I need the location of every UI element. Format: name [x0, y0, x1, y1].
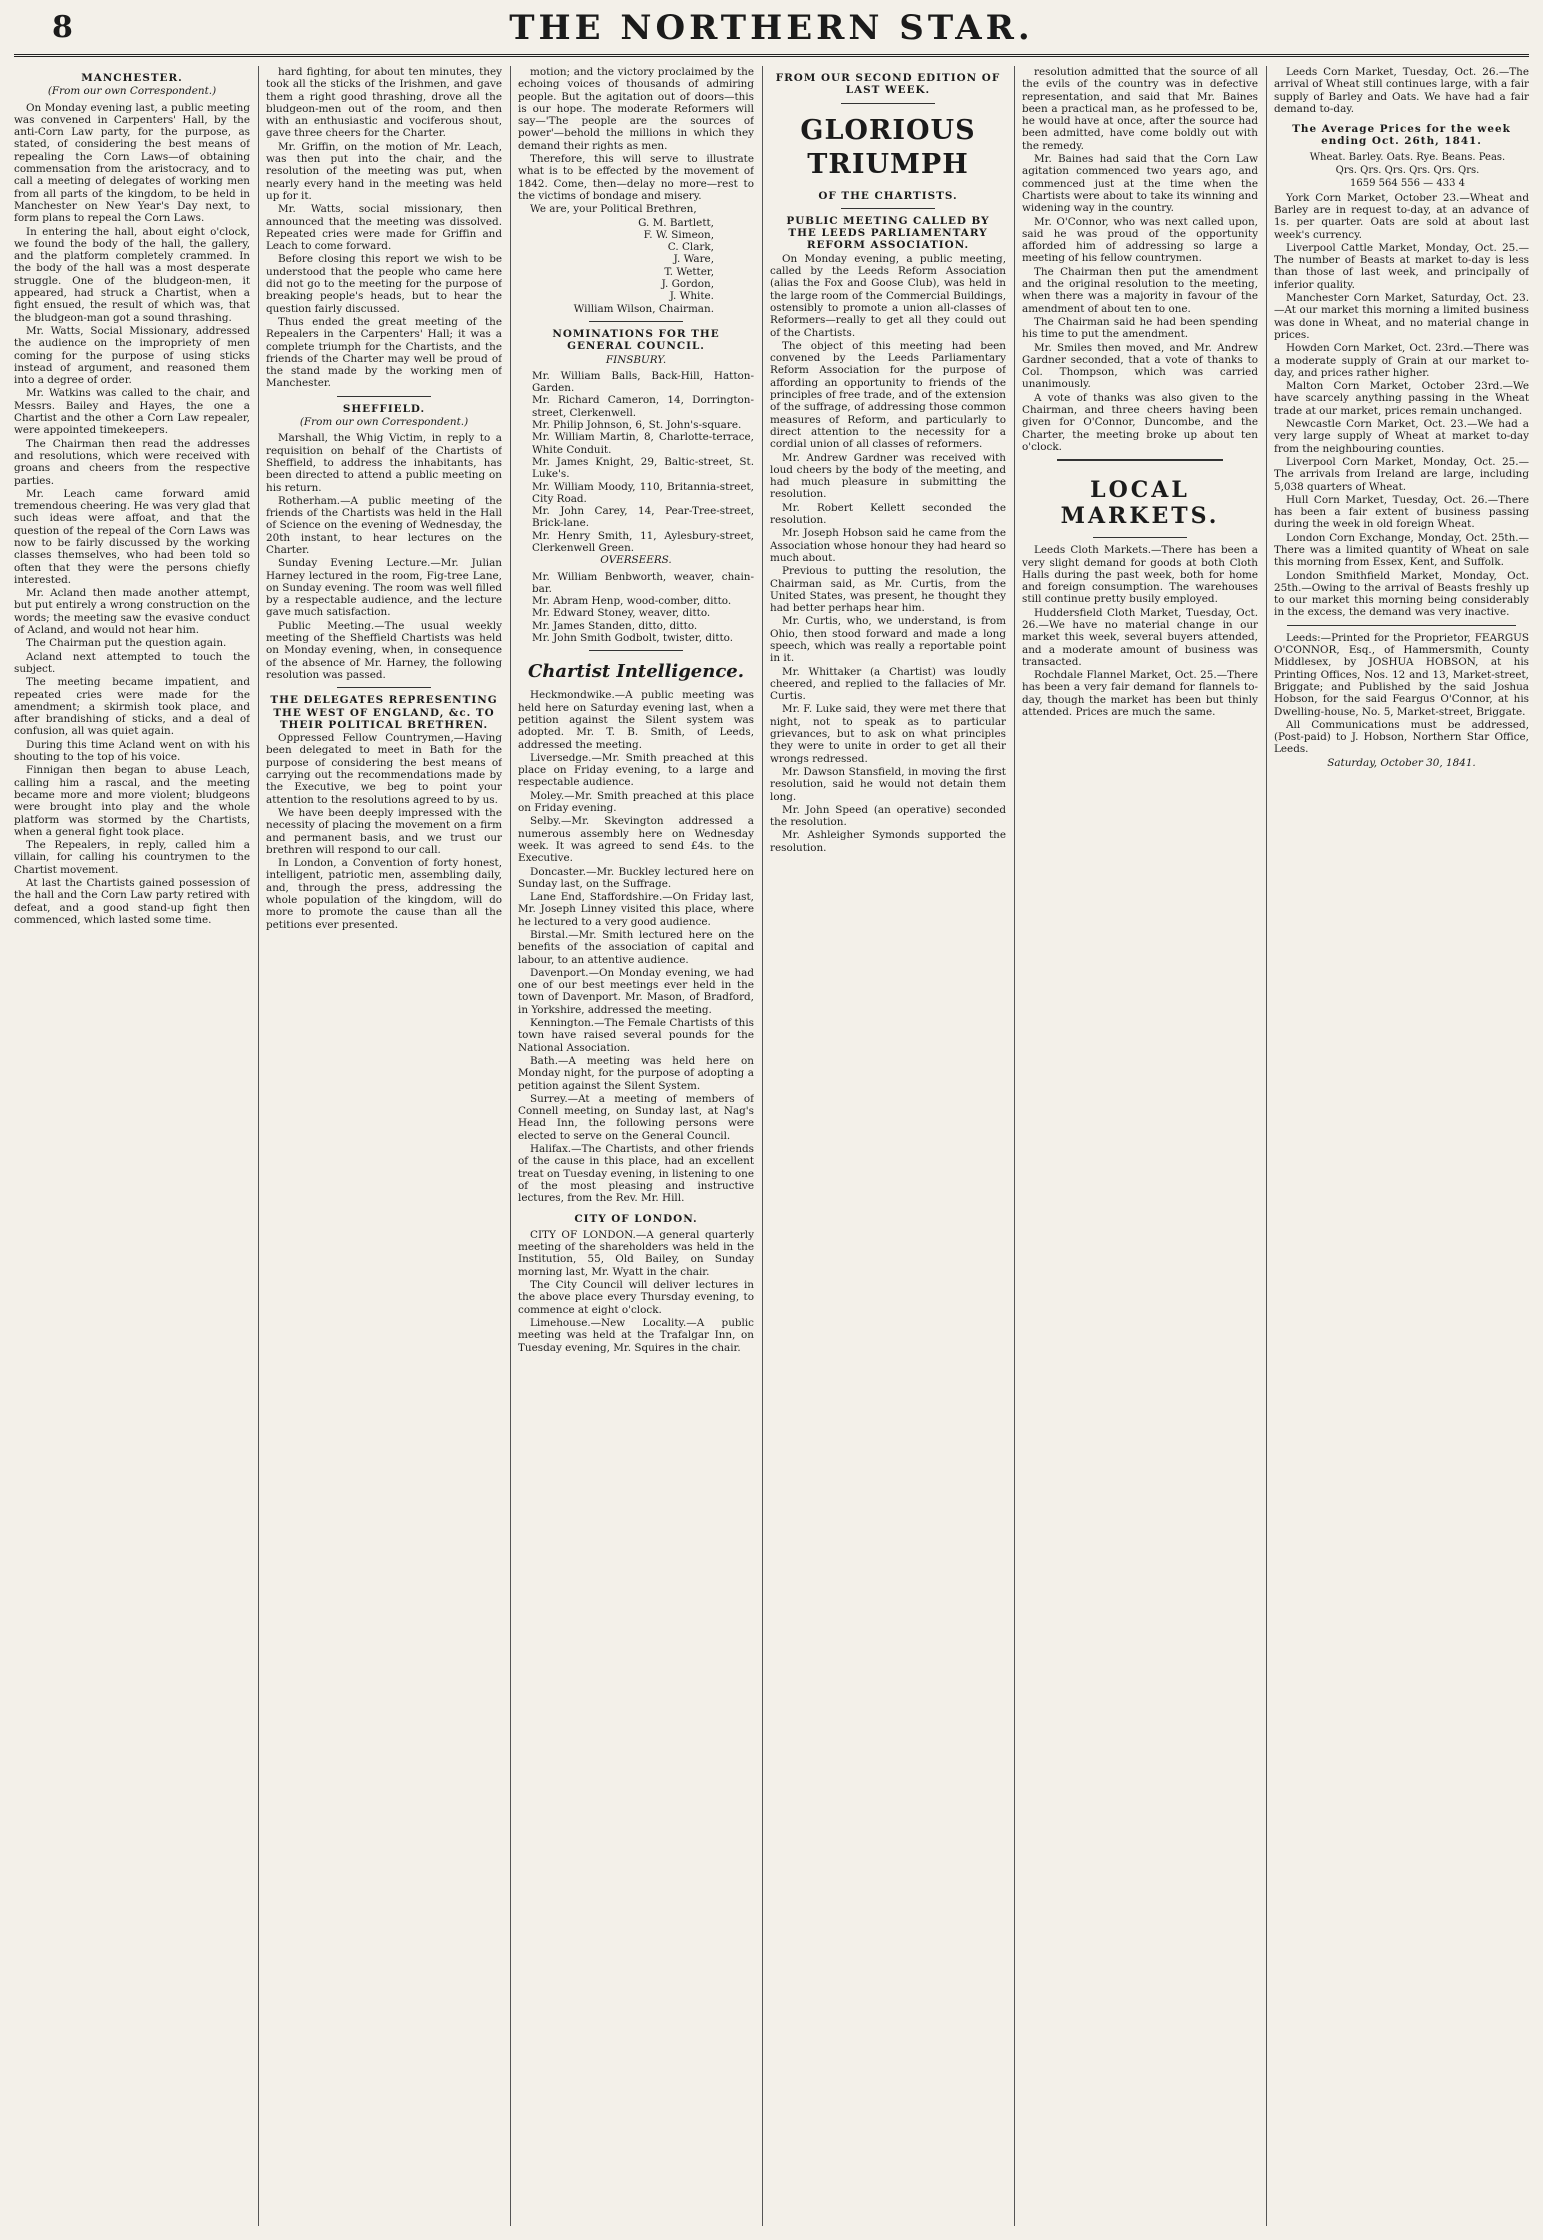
nomination-item: Mr. William Moody, 110, Britannia-street, City Road. [532, 480, 754, 505]
paragraph: Before closing this report we wish to be understood that the people who came here did not go to the meeting for the purpose of breaking people's heads, but to hear the question fairly discussed. [266, 253, 502, 315]
masthead [14, 8, 1529, 52]
paragraph: Mr. F. Luke said, they were met there that night, not to speak as to particular grievances, but to ask on what principles they were to unite in order to get all their wrongs redressed. [770, 703, 1006, 765]
paragraph: The Chairman then read the addresses and resolutions, which were received with groans and cheers from the respective parties. [14, 437, 250, 487]
paragraph: Lane End, Staffordshire.—On Friday last, Mr. Joseph Linney visited this place, where he lectured to a very good audience. [518, 891, 754, 928]
section-heading-chartist-intelligence: Chartist Intelligence. [527, 661, 745, 683]
communications-notice: All Communications must be addressed, (Post-paid) to J. Hobson, Northern Star Office, Leeds. [1274, 718, 1529, 756]
paragraph: Mr. John Speed (an operative) seconded the resolution. [770, 803, 1006, 829]
paragraph: Leeds Corn Market, Tuesday, Oct. 26.—The arrival of Wheat still continues large, with a fair supply of Barley and Oats. We have had a fair demand to-day. [1274, 66, 1529, 115]
paragraph: Mr. Andrew Gardner was received with loud cheers by the body of the meeting, and had much pleasure in submitting the resolution. [770, 451, 1006, 501]
section-heading-local-markets: LOCAL MARKETS. [1060, 477, 1220, 530]
price-table-header: Wheat. Barley. Oats. Rye. Beans. Peas. [1309, 151, 1506, 163]
section-heading-nominations: NOMINATIONS FOR THE GENERAL COUNCIL. [552, 327, 720, 353]
paragraph: The meeting became impatient, and repeated cries were made for the amendment; a skirmish took place, and after brandishing of sticks, and a deal of confusion, all was quiet again. [14, 676, 250, 738]
paragraph: Manchester Corn Market, Saturday, Oct. 23.—At our market this morning a limited business was done in Wheat, and no material change in prices. [1274, 292, 1529, 341]
paragraph: London Smithfield Market, Monday, Oct. 25th.—Owing to the arrival of Beasts freshly up to our market this morning being considerably in the excess, the demand was very inactive. [1274, 569, 1529, 619]
paragraph: Rotherham.—A public meeting of the friends of the Chartists was held in the Hall of Science on the evening of Wednesday, the 20th instant, to hear lectures on the Charter. [266, 494, 502, 556]
section-heading-delegates: THE DELEGATES REPRESENTING THE WEST OF ENGLAND, &c. TO THEIR POLITICAL BRETHREN. [270, 694, 498, 731]
chairman-signature: William Wilson, Chairman. [573, 302, 714, 315]
nomination-item: Mr. James Knight, 29, Baltic-street, St. Luke's. [532, 455, 754, 481]
section-subheading: (From our own Correspondent.) [299, 416, 469, 429]
section-subheading: OVERSEERS. [600, 554, 672, 567]
paragraph: Hull Corn Market, Tuesday, Oct. 26.—There has been a fair extent of business passing during the week in old foreign Wheat. [1274, 493, 1529, 531]
paragraph: Mr. Whittaker (a Chartist) was loudly cheered, and replied to the fallacies of Mr. Curtis. [770, 665, 1006, 703]
masthead-rule [14, 54, 1529, 57]
paragraph: Halifax.—The Chartists, and other friends of the cause in this place, had an excellent treat on Tuesday evening, in listening to one of the most pleasing and instructive lectures, from the Rev. Mr. Hill. [518, 1143, 754, 1205]
paragraph: A vote of thanks was also given to the Chairman, and three cheers having been given for O'Connor, Duncombe, and the Charter, the meeting broke up about ten o'clock. [1022, 391, 1258, 453]
price-table-units: Qrs. Qrs. Qrs. Qrs. Qrs. Qrs. [1335, 165, 1480, 177]
paragraph: Mr. Curtis, who, we understand, is from Ohio, then stood forward and made a long speech, which was really a reportable point in it. [770, 615, 1006, 665]
paragraph: Mr. Griffin, on the motion of Mr. Leach, was then put into the chair, and the resolution of the meeting was put, when nearly every hand in the meeting was held up for it. [266, 140, 502, 202]
column-divider [762, 66, 763, 2226]
divider [1057, 459, 1222, 461]
section-heading-sheffield: SHEFFIELD. [342, 402, 426, 415]
headline: GLORIOUS TRIUMPH [800, 114, 976, 180]
paragraph: Mr. Watkins was called to the chair, and Messrs. Bailey and Hayes, the one a Chartist and the other a Corn Law repealer, were appointed timekeepers. [14, 387, 250, 437]
paragraph: The object of this meeting had been convened by the Leeds Parliamentary Reform Association for the purpose of affording an opportunity to friends of the principles of free trade, and of the extension of the suffrage, of addressing those common measures of Reform, and particularly to direct attention to the necessity for a cordial union of all classes of reformers. [770, 339, 1006, 451]
column-3 [518, 66, 754, 2226]
nomination-item: Mr. John Carey, 14, Pear-Tree-street, Brick-lane. [532, 505, 754, 530]
paragraph: Moley.—Mr. Smith preached at this place on Friday evening. [518, 789, 754, 815]
overseer-item: Mr. Edward Stoney, weaver, ditto. [532, 607, 711, 620]
paragraph: Limehouse.—New Locality.—A public meeting was held at the Trafalgar Inn, on Tuesday evening, Mr. Squires in the chair. [518, 1316, 754, 1354]
paragraph: Finnigan then began to abuse Leach, calling him a rascal, and the meeting became more and more violent; bludgeons were brought into play and the whole platform was stormed by the Chartists, when a general fight took place. [14, 764, 250, 838]
paragraph: Thus ended the great meeting of the Repealers in the Carpenters' Hall; it was a complete triumph for the Chartists, and the friends of the Charter may well be proud of the stand made by the working men of Manchester. [266, 315, 502, 390]
paragraph: Mr. Dawson Stansfield, in moving the first resolution, said he would not detain them long. [770, 765, 1006, 803]
issue-date: Saturday, October 30, 1841. [1327, 756, 1476, 769]
paragraph: Liversedge.—Mr. Smith preached at this place on Friday evening, to a large and respectable audience. [518, 751, 754, 789]
page-number: 8 [52, 10, 73, 45]
paragraph: Mr. Joseph Hobson said he came from the Association whose honour they had heard so much about. [770, 527, 1006, 564]
paragraph: Birstal.—Mr. Smith lectured here on the benefits of the association of capital and labour, to an attentive audience. [518, 929, 754, 966]
column-divider [510, 66, 511, 2226]
paragraph: Mr. O'Connor, who was next called upon, said he was proud of the opportunity afforded him of addressing so large a meeting of his fellow countrymen. [1022, 215, 1258, 265]
paragraph: Mr. Acland then made another attempt, but put entirely a wrong construction on the words; the meeting saw the evasive conduct of Acland, and would not hear him. [14, 587, 250, 637]
section-subheading: FINSBURY. [605, 353, 667, 366]
divider [1093, 537, 1187, 538]
printer-imprint: Leeds:—Printed for the Proprietor, FEARGUS O'CONNOR, Esq., of Hammersmith, County Middlesex, by JOSHUA HOBSON, at his Printing Offices, Nos. 12 and 13, Market-street, Briggate; and Published by the said Joshua Hobson, for the said Feargus O'Connor, at his Dwelling-house, No. 5, Market-street, Briggate. [1274, 631, 1529, 718]
paragraph: resolution admitted that the source of all the evils of the country was in defective representation, and said that Mr. Baines been a practical man, as he professed to be, he would have at once, after the source had been admitted, have come boldly out with the remedy. [1022, 66, 1258, 152]
nomination-item: Mr. Richard Cameron, 14, Dorrington-street, Clerkenwell. [532, 394, 754, 419]
paragraph: Liverpool Cattle Market, Monday, Oct. 25.—The number of Beasts at market to-day is less than those of last week, and principally of inferior quality. [1274, 241, 1529, 291]
section-heading-manchester: MANCHESTER. [81, 72, 183, 84]
paragraph: Mr. Smiles then moved, and Mr. Andrew Gardner seconded, that a vote of thanks to Col. Thompson, which was carried unanimously. [1022, 341, 1258, 391]
paragraph: On Monday evening last, a public meeting was convened in Carpenters' Hall, by the anti-Corn Law party, for the purpose, as stated, of considering the best means of repealing the Corn Laws—of obtaining commensation from the aristocracy, and to call a meeting of delegates of working men from all parts of the kingdom, to be held in Manchester on New Year's Day next, to form plans to repeal the Corn Laws. [14, 101, 250, 225]
price-table-heading: The Average Prices for the week ending Oct. 26th, 1841. [1292, 123, 1511, 148]
column-divider [1266, 66, 1267, 2226]
signatory: J. Ware, [673, 253, 714, 266]
paragraph: The Chairman put the question again. [26, 637, 227, 650]
paragraph: Liverpool Corn Market, Monday, Oct. 25.—The arrivals from Ireland are large, including 5,038 quarters of Wheat. [1274, 455, 1529, 493]
paragraph: In London, a Convention of forty honest, intelligent, patriotic men, assembling daily, and, through the press, addressing the whole population of the kingdom, will do more to promote the cause than all the petitions ever presented. [266, 857, 502, 931]
paragraph: Public Meeting.—The usual weekly meeting of the Sheffield Chartists was held on Monday evening, when, in consequence of the absence of Mr. Harney, the following resolution was passed. [266, 619, 502, 681]
paragraph: Mr. Ashleigher Symonds supported the resolution. [770, 829, 1006, 854]
paragraph: Malton Corn Market, October 23rd.—We have scarcely anything passing in the Wheat trade at our market, prices remain unchanged. [1274, 380, 1529, 417]
paragraph: Davenport.—On Monday evening, we had one of our best meetings ever held in the town of Davenport. Mr. Mason, of Bradford, in Yorkshire, addressed the meeting. [518, 966, 754, 1016]
signatory: J. White. [669, 290, 714, 303]
column-divider [1014, 66, 1015, 2226]
column-1 [14, 66, 250, 2226]
paragraph: Doncaster.—Mr. Buckley lectured here on Sunday last, on the Suffrage. [518, 865, 754, 890]
nomination-item: Mr. Henry Smith, 11, Aylesbury-street, Clerkenwell Green. [532, 529, 754, 554]
paragraph: During this time Acland went on with his shouting to the top of his voice. [14, 738, 250, 764]
paragraph: The Chairman then put the amendment and the original resolution to the meeting, when there was a majority in favour of the amendment of about ten to one. [1022, 265, 1258, 315]
paragraph: Huddersfield Cloth Market, Tuesday, Oct. 26.—We have no material change in our market this week, several buyers attended, and a moderate amount of business was transacted. [1022, 606, 1258, 668]
divider [337, 687, 431, 688]
paragraph: Surrey.—At a meeting of members of Connell meeting, on Sunday last, at Nag's Head Inn, the following persons were elected to serve on the General Council. [518, 1092, 754, 1142]
paragraph: Acland next attempted to touch the subject. [14, 650, 250, 675]
paragraph: hard fighting, for about ten minutes, they took all the sticks of the Irishmen, and gave them a right good thrashing, drove all the bludgeon-men out of the room, and then with an enthusiastic and vociferous shout, gave three cheers for the Charter. [266, 66, 502, 140]
paragraph: Selby.—Mr. Skevington addressed a numerous assembly here on Wednesday week. It was agreed to send £4s. to the Executive. [518, 815, 754, 865]
overseer-item: Mr. John Smith Godbolt, twister, ditto. [532, 632, 734, 645]
paragraph: York Corn Market, October 23.—Wheat and Barley are in request to-day, at an advance of 1s. per quarter. Oats are sold at about last week's currency. [1274, 191, 1529, 241]
signatory: J. Gordon, [661, 278, 714, 291]
paragraph: Previous to putting the resolution, the Chairman said, as Mr. Curtis, from the United States, was present, he thought they had better perhaps hear him. [770, 565, 1006, 615]
signatory: F. W. Simeon, [643, 228, 714, 241]
meeting-heading: PUBLIC MEETING CALLED BY THE LEEDS PARLIAMENTARY REFORM ASSOCIATION. [786, 214, 990, 252]
headline-subtitle: OF THE CHARTISTS. [818, 189, 958, 202]
columns [14, 66, 1529, 2226]
column-6 [1274, 66, 1529, 2226]
paragraph: Howden Corn Market, Oct. 23rd.—There was a moderate supply of Grain at our market to-day, and prices rather higher. [1274, 342, 1529, 379]
paper-title: THE NORTHERN STAR. [509, 8, 1034, 48]
paragraph: The Chairman said he had been spending his time to put the amendment. [1022, 315, 1258, 341]
signatory: G. M. Bartlett, [638, 216, 714, 229]
paragraph: Bath.—A meeting was held here on Monday night, for the purpose of adopting a petition against the Silent System. [518, 1054, 754, 1092]
nomination-item: Mr. William Martin, 8, Charlotte-terrace, White Conduit. [532, 431, 754, 456]
signatory: C. Clark, [667, 241, 714, 254]
overseer-item: Mr. William Benbworth, weaver, chain-bar. [532, 570, 754, 595]
paragraph: Rochdale Flannel Market, Oct. 25.—There has been a very fair demand for flannels to-day, though the market has been but thinly attended. Prices are much the same. [1022, 669, 1258, 719]
paragraph: Mr. Leach came forward amid tremendous cheering. He was very glad that such ideas were affoat, and that the question of the repeal of the Corn Laws was now to be fairly discussed by the working classes themselves, who had been told so often that they were the persons chiefly interested. [14, 487, 250, 586]
divider [589, 321, 683, 322]
edition-label: FROM OUR SECOND EDITION OF LAST WEEK. [775, 72, 1001, 97]
paragraph: motion; and the victory proclaimed by the echoing voices of thousands of admiring people. But the agitation out of doors—this is our hope. The moderate Reformers will say—'The people are the sources of power'—behold the millions in which they demand their rights as men. [518, 66, 754, 152]
divider [1287, 625, 1517, 626]
column-4 [770, 66, 1006, 2226]
column-5 [1022, 66, 1258, 2226]
signatory: T. Wetter, [664, 265, 714, 278]
nomination-item: Mr. Philip Johnson, 6, St. John's-square. [532, 419, 742, 432]
paragraph: London Corn Exchange, Monday, Oct. 25th.—There was a limited quantity of Wheat on sale this morning from Essex, Kent, and Suffolk. [1274, 531, 1529, 569]
paragraph: The City Council will deliver lectures in the above place every Thursday evening, to commence at eight o'clock. [518, 1279, 754, 1316]
paragraph: Sunday Evening Lecture.—Mr. Julian Harney lectured in the room, Fig-tree Lane, on Sunday evening. The room was well filled by a respectable audience, and the lecture gave much satisfaction. [266, 557, 502, 619]
section-heading-city-of-london: CITY OF LONDON. [574, 1212, 698, 1225]
paragraph: Heckmondwike.—A public meeting was held here on Saturday evening last, when a petition against the Silent system was adopted. Mr. T. B. Smith, of Leeds, addressed the meeting. [518, 689, 754, 751]
nomination-item: Mr. William Balls, Back-Hill, Hatton-Garden. [532, 369, 754, 395]
section-subheading: (From our own Correspondent.) [47, 85, 217, 98]
overseer-item: Mr. James Standen, ditto, ditto. [532, 619, 698, 632]
paragraph: Mr. Baines had said that the Corn Law agitation commenced two years ago, and commenced just at the time when the Chartists were about to take its winning and widening way in the country. [1022, 153, 1258, 215]
paragraph: On Monday evening, a public meeting, called by the Leeds Reform Association (alias the Fox and Goose Club), was held in the large room of the Commercial Buildings, ostensibly to promote a union all-classes of Reformers—really to get all they could out of the Chartists. [770, 252, 1006, 339]
paragraph: Mr. Robert Kellett seconded the resolution. [770, 501, 1006, 527]
paragraph: In entering the hall, about eight o'clock, we found the body of the hall, the gallery, and the platform completely crammed. In the body of the hall was a most desperate struggle. One of the bludgeon-men, it appeared, had struck a Chartist, when a fight ensued, the result of which was, that the bludgeon-man got a sound thrashing. [14, 225, 250, 324]
paragraph: The Repealers, in reply, called him a villain, for calling his countrymen to the Chartist movement. [14, 839, 250, 876]
divider [841, 208, 935, 209]
paragraph: Newcastle Corn Market, Oct. 23.—We had a very large supply of Wheat at market to-day from the neighbouring counties. [1274, 418, 1529, 455]
paragraph: At last the Chartists gained possession of the hall and the Corn Law party retired with defeat, and a good stand-up fight then commenced, which lasted some time. [14, 877, 250, 926]
paragraph: CITY OF LONDON.—A general quarterly meeting of the shareholders was held in the Institution, 55, Old Bailey, on Sunday morning last, Mr. Wyatt in the chair. [518, 1228, 754, 1278]
paragraph: Kennington.—The Female Chartists of this town have raised several pounds for the National Association. [518, 1017, 754, 1054]
paragraph: Marshall, the Whig Victim, in reply to a requisition on behalf of the Chartists of Sheffield, to address the inhabitants, has been directed to attend a public meeting on his return. [266, 432, 502, 494]
paragraph: Mr. Watts, Social Missionary, addressed the audience on the impropriety of men coming for the purpose of using sticks instead of argument, and reasoned them into a degree of order. [14, 324, 250, 387]
divider [337, 396, 431, 397]
paragraph: Mr. Watts, social missionary, then announced that the meeting was dissolved. Repeated cries were made for Griffin and Leach to come forward. [266, 203, 502, 253]
divider [841, 103, 935, 104]
overseer-item: Mr. Abram Henp, wood-comber, ditto. [532, 595, 732, 608]
price-table-values: 1659 564 556 — 433 4 [1350, 178, 1465, 190]
paragraph: Oppressed Fellow Countrymen,—Having been delegated to meet in Bath for the purpose of considering the best means of carrying out the recommendations made by the Executive, we beg to point your attention to the resolutions agreed to by us. [266, 732, 502, 806]
paragraph: We have been deeply impressed with the necessity of placing the movement on a firm and permanent basis, and we trust our brethren will respond to our call. [266, 806, 502, 856]
column-2 [266, 66, 502, 2226]
paragraph: Leeds Cloth Markets.—There has been a very slight demand for goods at both Cloth Halls during the past week, both for home and foreign consumption. The warehouses still continue pretty busily employed. [1022, 544, 1258, 606]
paragraph: We are, your Political Brethren, [530, 203, 697, 216]
paragraph: Therefore, this will serve to illustrate what is to be effected by the movement of 1842. Come, then—delay no more—rest to the victims of bondage and misery. [518, 153, 754, 202]
column-divider [258, 66, 259, 2226]
divider [589, 650, 683, 651]
